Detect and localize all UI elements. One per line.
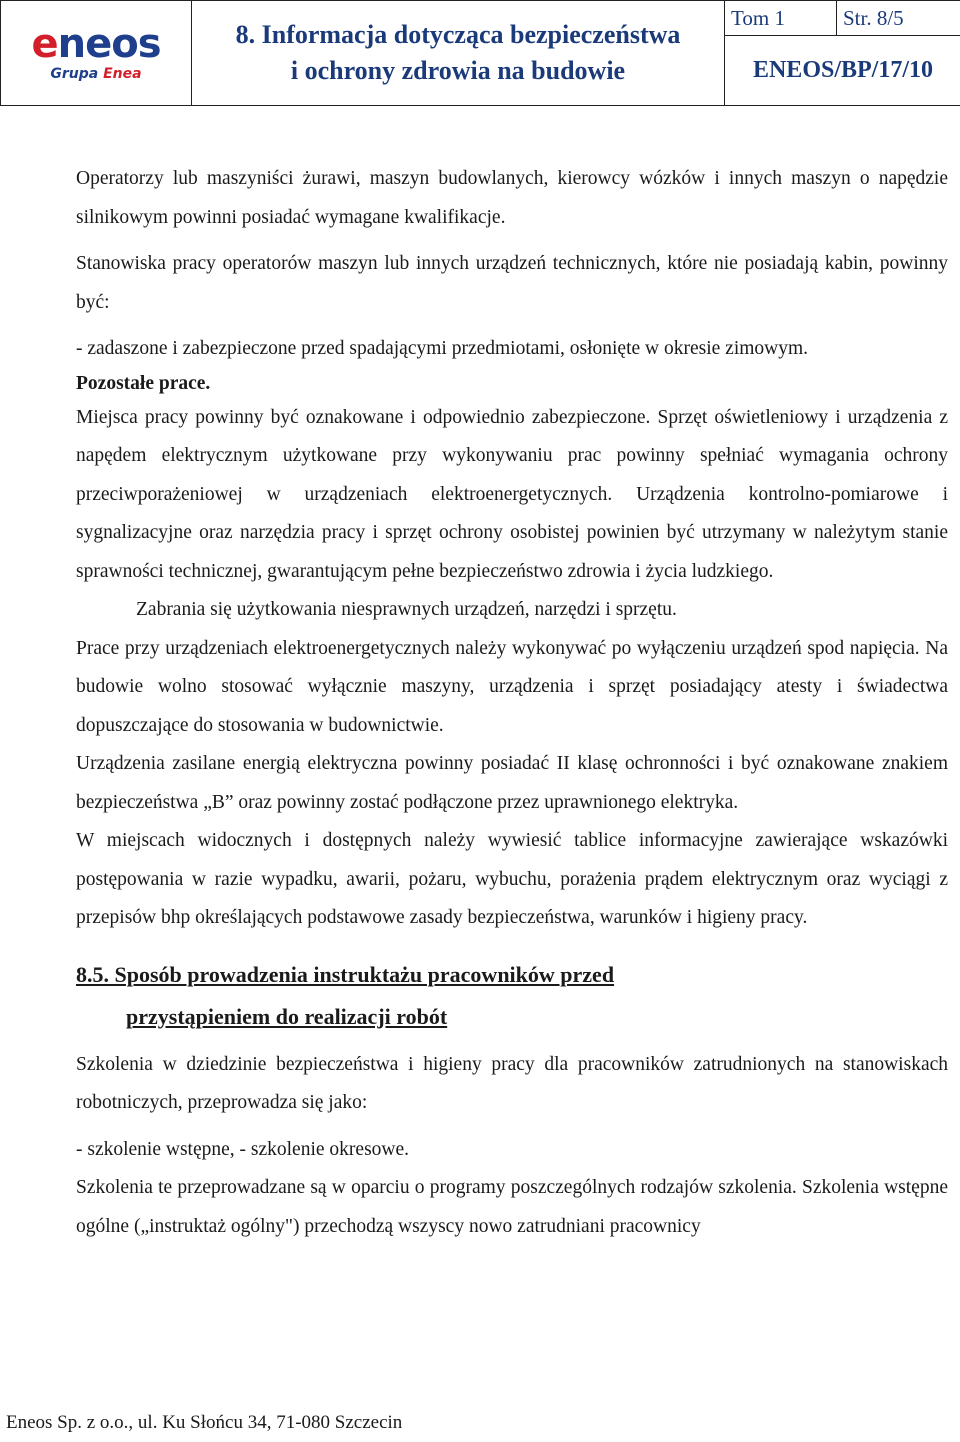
subheading-other-work: Pozostałe prace. — [76, 372, 211, 394]
paragraph-workplaces: Miejsca pracy powinny być oznakowane i odpowiednio zabezpieczone. Sprzęt oświetleniowy i urządzenia z napędem elektrycznym użytkowane przy wykonywaniu prac powinny spełniać wymagania ochrony przeciwporażeniowej w urządzeniach elektroenergetycznych. Urządzenia kontrolno-pomiarowe i sygnalizacyjne oraz narzędzia pracy i sprzęt ochrony osobistej powinien być utrzymany w należytym stanie sprawności technicznej, gwarantującym pełne bezpieczeństwo zdrowia i życia ludzkiego. — [76, 406, 948, 582]
company-logo: eneos Grupa Enea — [31, 20, 161, 82]
paragraph-training-programs: Szkolenia te przeprowadzane są w oparciu o programy poszczególnych rodzajów szkolenia. Szkolenia wstępne ogólne („instruktaż ogólny") przechodzą wszyscy nowo zatrudniani pracownicy — [76, 1177, 948, 1237]
document-code: ENEOS/BP/17/10 — [752, 57, 934, 83]
paragraph-training-types: - szkolenie wstępne, - szkolenie okresowe. — [76, 1138, 410, 1160]
paragraph-training: Szkolenia w dziedzinie bezpieczeństwa i higieny pracy dla pracowników zatrudnionych na stanowiskach robotniczych, przeprowadza się jako: — [76, 1053, 948, 1113]
paragraph-information-boards: W miejscach widocznych i dostępnych należy wywiesić tablice informacyjne zawierające wskazówki postępowania w razie wypadku, awarii, pożaru, wybuchu, porażenia prądem elektrycznym oraz wyciągi z przepisów bhp określających podstawowe zasady bezpieczeństwa, warunków i higieny pracy. — [76, 830, 948, 928]
tom-label: Tom 1 — [725, 1, 837, 35]
title-line-2: i ochrony zdrowia na budowie — [290, 56, 626, 85]
paragraph-roofing: - zadaszone i zabezpieczone przed spadającymi przedmiotami, osłonięte w okresie zimowym. — [76, 338, 809, 359]
section-heading-cont: przystąpieniem do realizacji robót — [126, 1003, 448, 1029]
page-content — [76, 160, 948, 1246]
document-meta — [725, 1, 960, 106]
paragraph-electrical-work: Prace przy urządzeniach elektroenergetycznych należy wykonywać po wyłączeniu urządzeń spod napięcia. Na budowie wolno stosować wyłącznie maszyny, urządzenia i sprzęt posiadający atesty i świadectwa dopuszczające do stosowania w budownictwie. — [76, 637, 948, 736]
section-heading: 8.5. Sposób prowadzenia instruktażu pracowników przed — [76, 961, 615, 987]
document-title — [192, 1, 725, 106]
paragraph-operators: Operatorzy lub maszyniści żurawi, maszyn budowlanych, kierowcy wózków i innych maszyn o napędzie silnikowym powinni posiadać wymagane kwalifikacje. — [76, 168, 948, 228]
paragraph-prohibition: Zabrania się użytkowania niesprawnych urządzeń, narzędzi i sprzętu. — [136, 599, 677, 620]
logo-cell — [1, 1, 192, 106]
footer-address: Eneos Sp. z o.o., ul. Ku Słońcu 34, 71-080 Szczecin — [6, 1412, 403, 1433]
paragraph-workstations: Stanowiska pracy operatorów maszyn lub innych urządzeń technicznych, które nie posiadają kabin, powinny być: — [76, 253, 948, 313]
document-header — [0, 0, 958, 105]
title-line-1: 8. Informacja dotycząca bezpieczeństwa — [235, 20, 681, 49]
page-label: Str. 8/5 — [843, 5, 904, 30]
paragraph-protection-class: Urządzenia zasilane energią elektryczna powinny posiadać II klasę ochronności i być oznakowane znakiem bezpieczeństwa „B” oraz powinny zostać podłączone przez uprawnionego elektryka. — [76, 753, 948, 813]
